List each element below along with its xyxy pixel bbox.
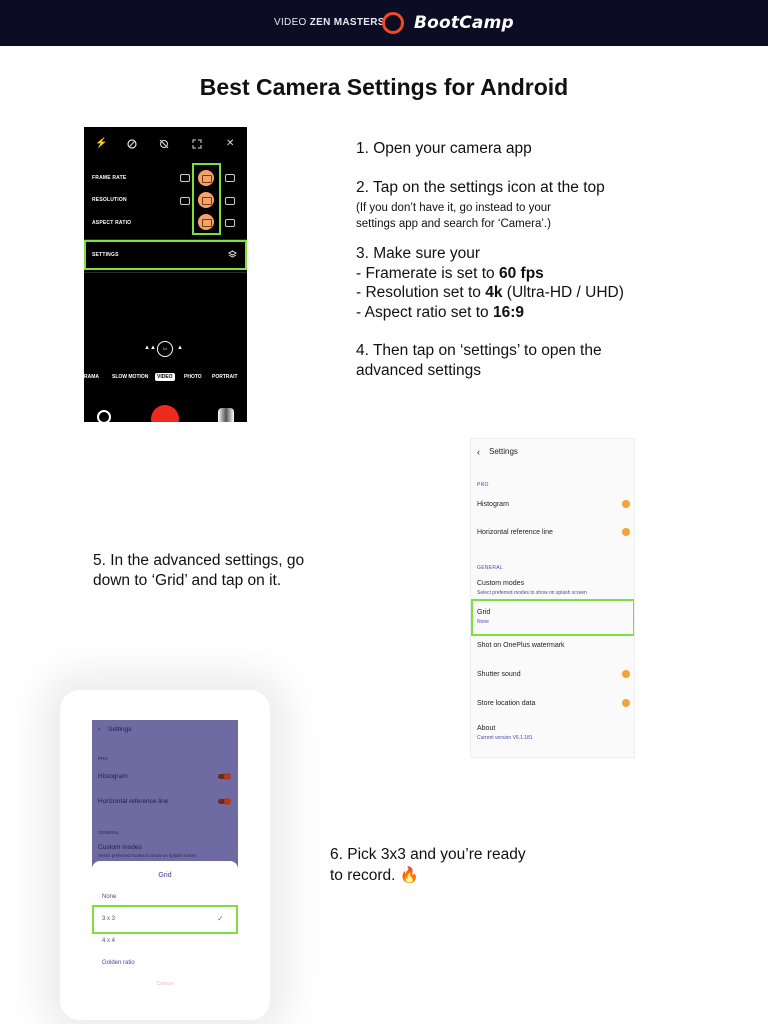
step-3-framerate: - Framerate is set to 60 fps [356,264,544,282]
grid-option-none[interactable]: None [102,894,117,900]
shutter-sound-toggle[interactable] [622,670,630,678]
frame-rate-label: FRAME RATE [92,175,127,181]
step-6 [330,845,630,886]
orange-ring-logo-icon [381,11,405,35]
store-location-toggle[interactable] [622,699,630,707]
page-title: Best Camera Settings for Android [199,74,569,100]
grid-option-golden-ratio[interactable]: Golden ratio [102,960,135,966]
brand-product: BootCamp [414,13,514,33]
brand-name [274,17,385,28]
watermark-item[interactable]: Shot on OnePlus watermark [477,642,565,649]
step-1: 1. Open your camera app [356,140,532,157]
grid-value: None [477,619,489,625]
grid-item[interactable]: Grid [477,609,491,616]
step-5-line-2: down to ‘Grid’ and tap on it. [93,571,282,589]
step-4-line-1: 4. Then tap on ‘settings’ to open the [356,342,602,359]
grid-dialog [92,861,238,997]
step-6-line-2: to record. 🔥 [330,866,420,884]
mode-video[interactable]: VIDEO [157,374,173,380]
settings-title: Settings [489,447,518,456]
wide-angle-icon[interactable]: ▲▲ [144,345,156,351]
frame-rate-option-low[interactable] [180,174,190,182]
aspect-ratio-option[interactable] [225,219,235,227]
resolution-label: RESOLUTION [92,197,127,203]
flash-off-icon: ⚡ [95,138,108,149]
custom-modes-subtitle: Select preferred modes to show on splash screen [477,590,587,596]
cancel-button[interactable]: Cancel [156,981,174,987]
step-5 [93,551,393,590]
section-pro: PRO [98,756,108,761]
selected-options-highlight [192,163,221,235]
brand-bold: ZEN MASTERS [309,17,385,28]
check-icon: ✓ [217,914,224,923]
grid-option-3x3[interactable]: 3 x 3 [102,916,116,922]
mode-photo[interactable]: PHOTO [184,374,202,380]
zoom-button[interactable]: 1× [157,341,173,357]
custom-modes-item[interactable]: Custom modes [477,580,525,587]
mode-panorama[interactable]: RAMA [84,374,99,380]
grid-row-highlight[interactable] [471,599,635,636]
horizontal-line-item[interactable]: Horizontal reference line [477,529,553,536]
expand-icon [192,139,202,149]
instructions-1-4 [356,139,756,380]
section-general: GENERAL [477,565,503,571]
close-icon: ✕ [226,138,235,149]
resolution-option-high[interactable] [225,197,235,205]
dialog-title: Grid [158,872,172,879]
timer-icon [127,139,137,149]
step-2-note-line-1: (If you don’t have it, go instead to your [356,202,551,214]
horizontal-line-item[interactable]: Horizontal reference line [98,798,169,805]
histogram-item[interactable]: Histogram [98,773,128,780]
hdr-off-icon [159,139,169,149]
about-item[interactable]: About [477,725,496,732]
tele-icon[interactable]: ▲ [177,345,183,351]
step-3-aspect-ratio: - Aspect ratio set to 16:9 [356,303,525,321]
back-arrow-icon[interactable]: ‹ [98,726,101,733]
settings-screenshot [470,438,635,758]
camera-screenshot [84,127,247,422]
section-pro: PRO [477,482,489,488]
layers-icon[interactable] [228,250,237,259]
aspect-ratio-label: ASPECT RATIO [92,220,132,226]
custom-modes-item[interactable]: Custom modes [98,844,142,851]
step-2-note-line-2: settings app and search for ‘Camera’.) [356,218,551,230]
mode-slow-motion[interactable]: SLOW MOTION [112,374,149,380]
resolution-option-low[interactable] [180,197,190,205]
frame-rate-option-high[interactable] [225,174,235,182]
custom-modes-subtitle: Select preferred modes to show on splash screen [98,853,197,858]
flip-camera-icon[interactable] [97,410,111,422]
step-3-intro: 3. Make sure your [356,245,481,262]
back-arrow-icon[interactable]: ‹ [477,447,480,457]
step-6-line-1: 6. Pick 3x3 and you’re ready [330,846,526,863]
grid-dialog-screenshot [92,720,238,997]
horizontal-line-toggle[interactable] [218,799,230,804]
brand-prefix: VIDEO [274,17,307,28]
histogram-toggle[interactable] [218,774,230,779]
step-3-resolution: - Resolution set to 4k (Ultra-HD / UHD) [356,284,624,301]
histogram-item[interactable]: Histogram [477,501,509,508]
gallery-thumbnail[interactable] [218,408,234,422]
horizontal-line-toggle[interactable] [622,528,630,536]
brand-header [0,0,768,46]
step-4-line-2: advanced settings [356,361,481,379]
mode-portrait[interactable]: PORTRAIT [212,374,238,380]
step-5-line-1: 5. In the advanced settings, go [93,552,305,569]
divider [84,272,247,273]
store-location-item[interactable]: Store location data [477,700,536,707]
settings-title: Settings [108,726,132,733]
section-general: GENERAL [98,830,120,835]
grid-option-4x4[interactable]: 4 x 4 [102,938,116,944]
histogram-toggle[interactable] [622,500,630,508]
record-button[interactable] [151,405,179,422]
version-text: Current version V6.1.181 [477,735,533,741]
settings-label: SETTINGS [92,252,119,258]
step-2: 2. Tap on the settings icon at the top [356,178,605,196]
shutter-sound-item[interactable]: Shutter sound [477,671,521,678]
